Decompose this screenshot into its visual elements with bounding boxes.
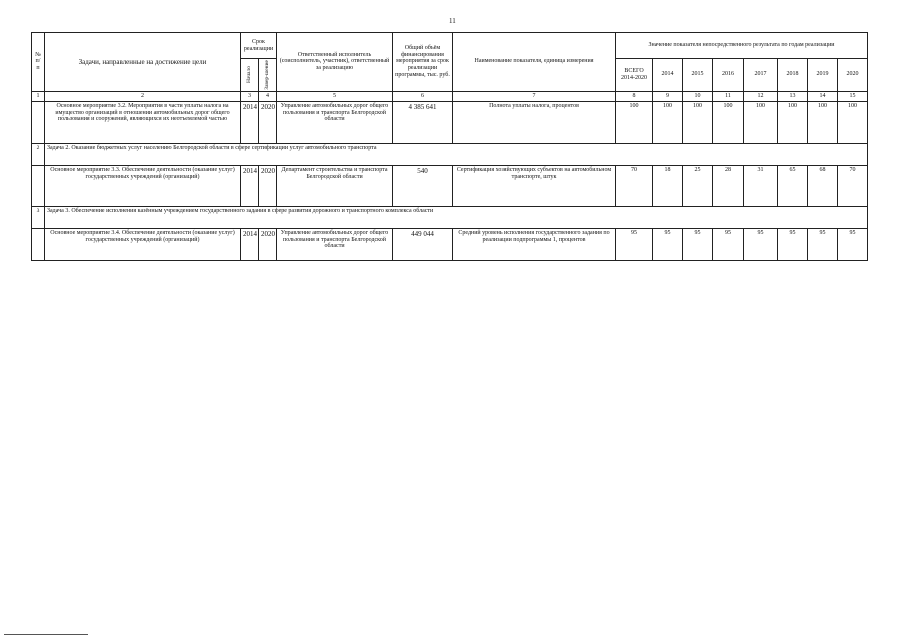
column-number: 3 (241, 91, 259, 101)
value-total: 70 (616, 165, 653, 206)
value-year: 100 (778, 101, 808, 143)
task-row (32, 206, 868, 228)
column-number: 1 (32, 91, 45, 101)
header-start: Начало (241, 59, 259, 92)
task-title: Задача 2. Оказание бюджетных услуг населению Белгородской области в сфере сертификации услуг автомобильного транспорта (45, 143, 868, 165)
value-year: 100 (838, 101, 868, 143)
header-year: 2014 (653, 59, 683, 92)
header-year: 2017 (744, 59, 778, 92)
header-values-group: Значение показателя непосредственного результата по годам реализации (616, 33, 868, 59)
end-year: 2020 (259, 165, 277, 206)
start-year: 2014 (241, 101, 259, 143)
measure-name: Основное мероприятие 3.3. Обеспечение деятельности (оказание услуг) государственных учреждений (организаций) (45, 165, 241, 206)
header-funding: Общий объём финансирования мероприятия за срок реализации программы, тыс. руб. (393, 33, 453, 92)
column-number: 8 (616, 91, 653, 101)
table-row (32, 228, 868, 260)
header-indicator: Наименование показателя, единица измерения (453, 33, 616, 92)
value-year: 100 (713, 101, 744, 143)
value-year: 70 (838, 165, 868, 206)
measure-name: Основное мероприятие 3.2. Мероприятия в части уплаты налога на имущество организаций в отношении автомобильных дорог общего пользования и сооружений, являющихся их неотъемлемой частью (45, 101, 241, 143)
indicator: Сертификация хозяйствующих субъектов на автомобильном транспорте, штук (453, 165, 616, 206)
page-number: 11 (449, 17, 456, 25)
header-num: № п/п (32, 33, 45, 92)
header-responsible: Ответственный исполнитель (соисполнитель, участник), ответственный за реализацию (277, 33, 393, 92)
column-number: 5 (277, 91, 393, 101)
header-year: 2018 (778, 59, 808, 92)
value-year: 100 (653, 101, 683, 143)
responsible: Управление автомобильных дорог общего пользования и транспорта Белгородской области (277, 101, 393, 143)
header-year: 2015 (683, 59, 713, 92)
task-number: 3 (32, 206, 45, 228)
column-number: 9 (653, 91, 683, 101)
funding: 449 044 (393, 228, 453, 260)
value-year: 100 (808, 101, 838, 143)
table-row (32, 101, 868, 143)
value-year: 95 (653, 228, 683, 260)
value-year: 95 (808, 228, 838, 260)
column-number: 10 (683, 91, 713, 101)
responsible: Управление автомобильных дорог общего пользования и транспорта Белгородской области (277, 228, 393, 260)
header-year: 2019 (808, 59, 838, 92)
value-year: 25 (683, 165, 713, 206)
column-number: 12 (744, 91, 778, 101)
value-year: 65 (778, 165, 808, 206)
funding: 540 (393, 165, 453, 206)
value-year: 31 (744, 165, 778, 206)
value-year: 95 (838, 228, 868, 260)
value-year: 95 (713, 228, 744, 260)
indicator: Полнота уплаты налога, процентов (453, 101, 616, 143)
task-number: 2 (32, 143, 45, 165)
value-year: 95 (683, 228, 713, 260)
value-total: 95 (616, 228, 653, 260)
column-number: 11 (713, 91, 744, 101)
column-number: 14 (808, 91, 838, 101)
value-year: 68 (808, 165, 838, 206)
value-year: 18 (653, 165, 683, 206)
header-tasks: Задачи, направленные на достижение цели (45, 33, 241, 92)
column-number: 6 (393, 91, 453, 101)
responsible: Департамент строительства и транспорта Белгородской области (277, 165, 393, 206)
table-row (32, 165, 868, 206)
end-year: 2020 (259, 101, 277, 143)
value-year: 95 (744, 228, 778, 260)
value-year: 100 (744, 101, 778, 143)
column-number: 15 (838, 91, 868, 101)
task-title: Задача 3. Обеспечение исполнения казённым учреждением государственного задания в сфере развития дорожного и транспортного комплекса области (45, 206, 868, 228)
header-year: 2020 (838, 59, 868, 92)
footer-line (4, 634, 88, 635)
results-table (31, 32, 868, 261)
value-year: 100 (683, 101, 713, 143)
value-year: 28 (713, 165, 744, 206)
column-number: 13 (778, 91, 808, 101)
header-end: Завер-шение (259, 59, 277, 92)
header-total: ВСЕГО 2014-2020 (616, 59, 653, 92)
end-year: 2020 (259, 228, 277, 260)
start-year: 2014 (241, 165, 259, 206)
column-number-row (32, 91, 868, 101)
value-total: 100 (616, 101, 653, 143)
indicator: Средний уровень исполнения государственного задания по реализации подпрограммы 1, процентов (453, 228, 616, 260)
task-row (32, 143, 868, 165)
header-term: Срок реализации (241, 33, 277, 59)
column-number: 2 (45, 91, 241, 101)
header-year: 2016 (713, 59, 744, 92)
measure-name: Основное мероприятие 3.4. Обеспечение деятельности (оказание услуг) государственных учреждений (организаций) (45, 228, 241, 260)
column-number: 7 (453, 91, 616, 101)
funding: 4 385 641 (393, 101, 453, 143)
value-year: 95 (778, 228, 808, 260)
start-year: 2014 (241, 228, 259, 260)
column-number: 4 (259, 91, 277, 101)
